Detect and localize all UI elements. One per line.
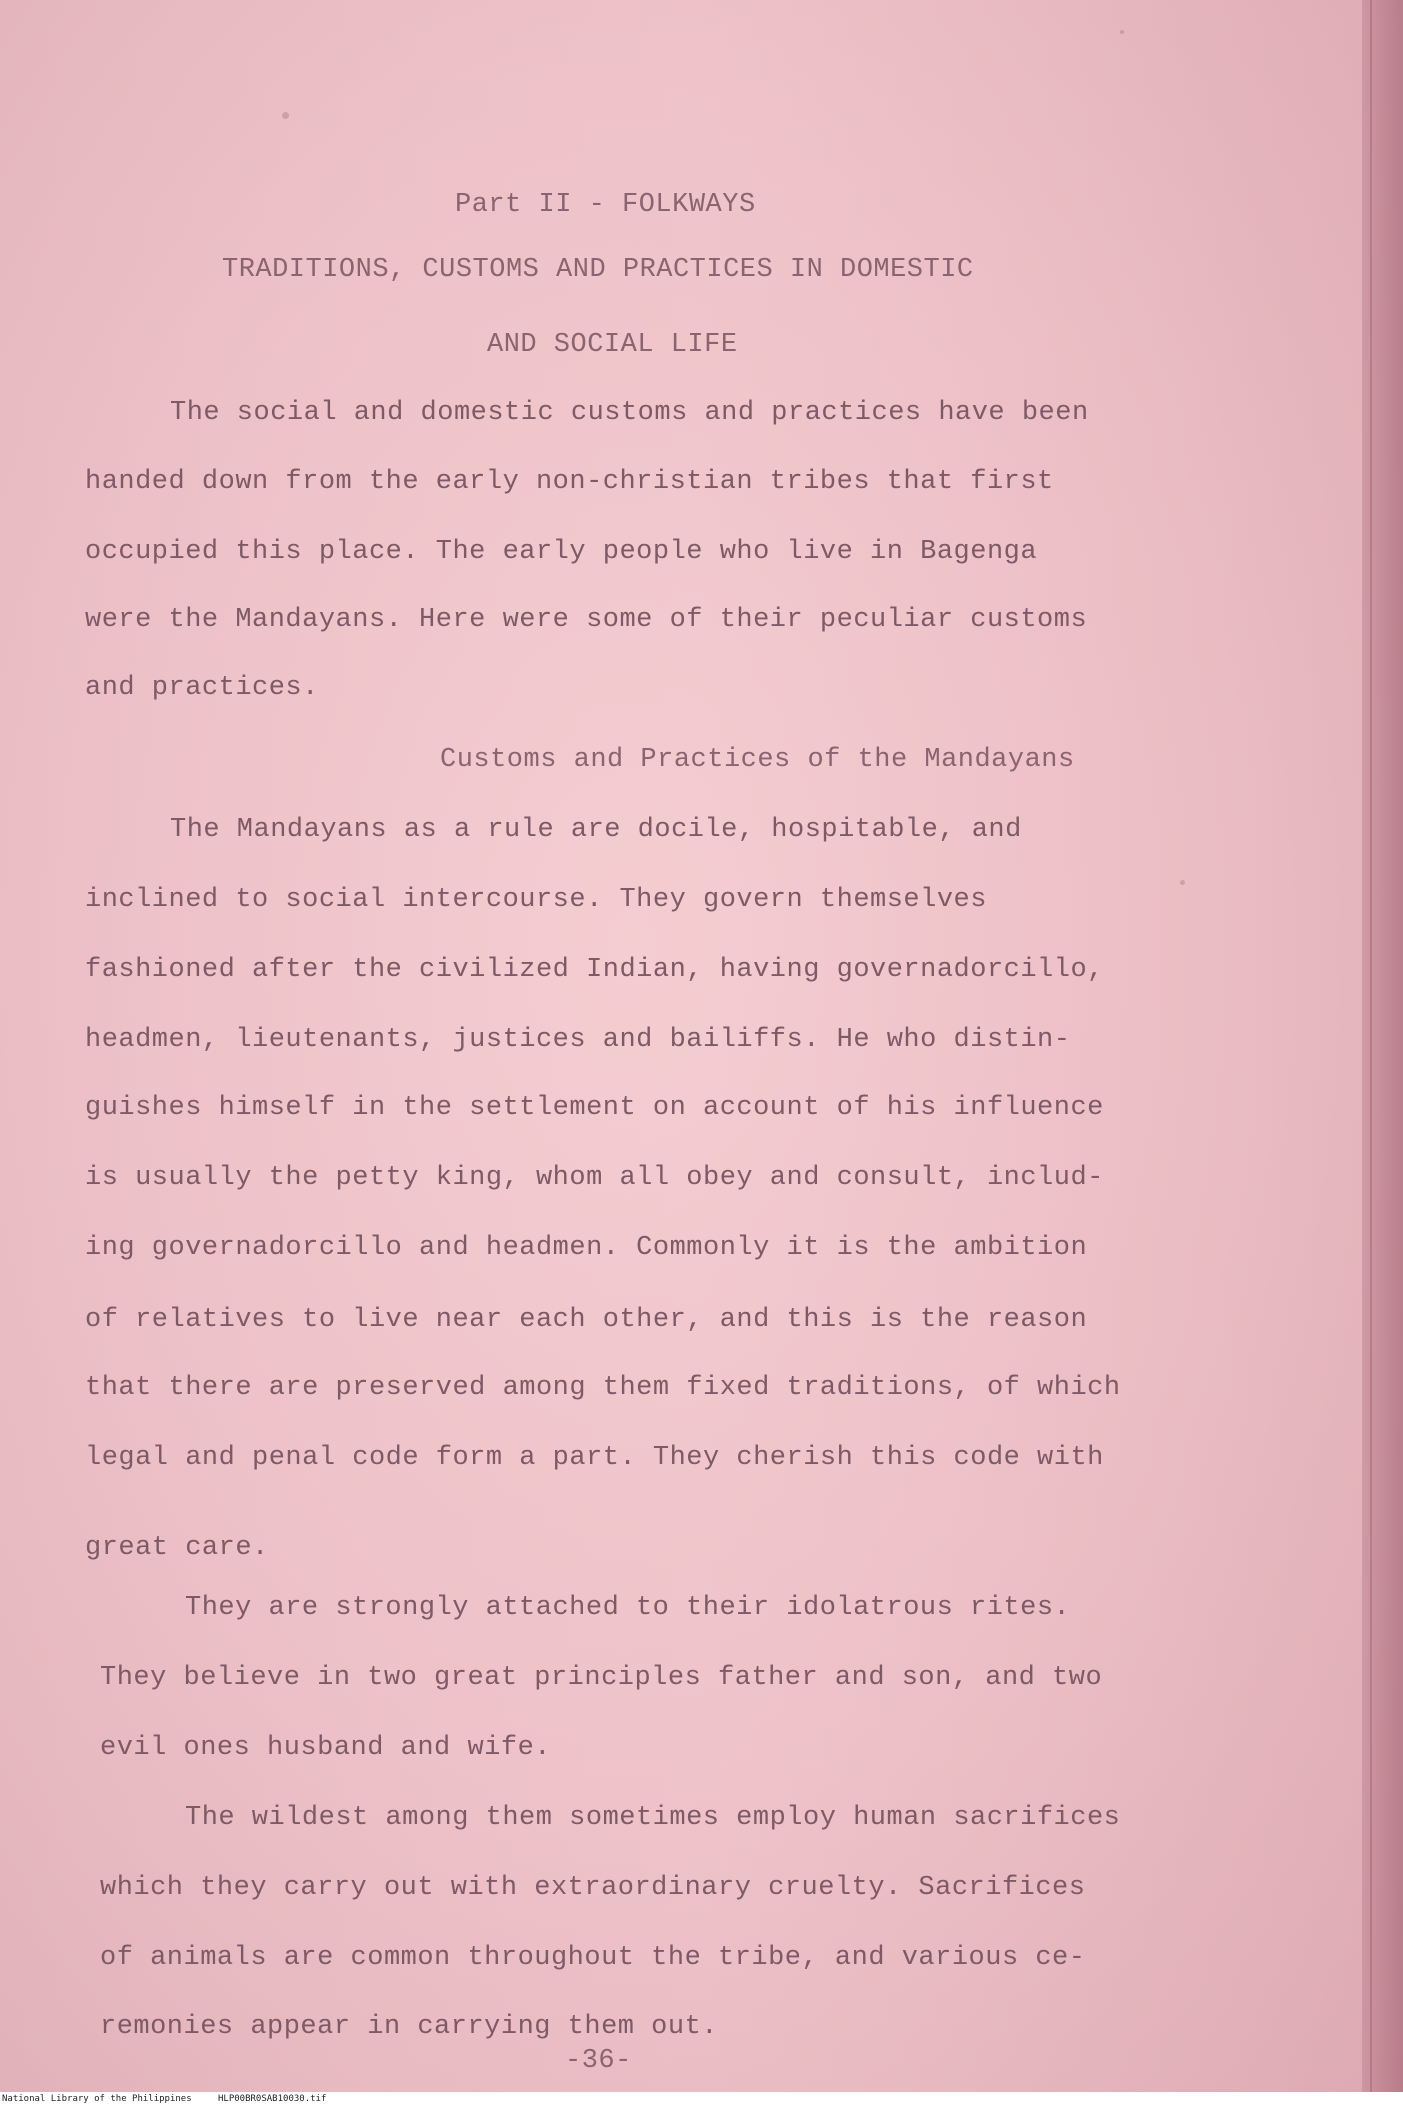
footer-library: National Library of the Philippines xyxy=(2,2094,192,2104)
footer-bar xyxy=(0,2092,1403,2108)
page-number: -36- xyxy=(565,2046,632,2076)
paragraph-line: The wildest among them sometimes employ human sacrifices xyxy=(185,1803,1121,1833)
paragraph-line: evil ones husband and wife. xyxy=(100,1733,551,1763)
paragraph-line: inclined to social intercourse. They govern themselves xyxy=(85,885,987,915)
page-edge-shadow xyxy=(1362,0,1403,2108)
paragraph-line: which they carry out with extraordinary cruelty. Sacrifices xyxy=(100,1873,1086,1903)
ink-speck xyxy=(1120,30,1124,34)
paragraph-line: remonies appear in carrying them out. xyxy=(100,2012,718,2042)
footer-file-id: HLP00BR0SAB10030.tif xyxy=(218,2094,327,2104)
paragraph-line: of relatives to live near each other, and this is the reason xyxy=(85,1305,1088,1335)
paragraph-line: that there are preserved among them fixed traditions, of which xyxy=(85,1373,1121,1403)
paragraph-line: guishes himself in the settlement on account of his influence xyxy=(85,1093,1104,1123)
intro-line: occupied this place. The early people who live in Bagenga xyxy=(85,537,1038,567)
intro-line: and practices. xyxy=(85,673,319,703)
intro-line: The social and domestic customs and practices have been xyxy=(170,398,1089,428)
paragraph-line: fashioned after the civilized Indian, having governadorcillo, xyxy=(85,955,1104,985)
ink-speck xyxy=(1180,880,1185,885)
intro-line: handed down from the early non-christian tribes that first xyxy=(85,467,1054,497)
paragraph-line: headmen, lieutenants, justices and bailiffs. He who distin- xyxy=(85,1025,1071,1055)
part-heading: Part II - FOLKWAYS xyxy=(455,190,756,220)
paragraph-line: of animals are common throughout the tribe, and various ce- xyxy=(100,1943,1086,1973)
paragraph-line: They believe in two great principles father and son, and two xyxy=(100,1663,1103,1693)
page-edge-line xyxy=(1370,0,1372,2108)
paragraph-line: is usually the petty king, whom all obey and consult, includ- xyxy=(85,1163,1104,1193)
title-line-2: AND SOCIAL LIFE xyxy=(487,330,738,360)
intro-line: were the Mandayans. Here were some of their peculiar customs xyxy=(85,605,1088,635)
paragraph-line: ing governadorcillo and headmen. Commonly it is the ambition xyxy=(85,1233,1088,1263)
paragraph-line: The Mandayans as a rule are docile, hospitable, and xyxy=(170,815,1022,845)
title-line-1: TRADITIONS, CUSTOMS AND PRACTICES IN DOMESTIC xyxy=(222,255,974,285)
paragraph-line: They are strongly attached to their idolatrous rites. xyxy=(185,1593,1071,1623)
section-heading: Customs and Practices of the Mandayans xyxy=(440,745,1075,775)
paragraph-line: legal and penal code form a part. They cherish this code with xyxy=(85,1443,1104,1473)
ink-speck xyxy=(282,112,289,119)
paragraph-line: great care. xyxy=(85,1533,269,1563)
